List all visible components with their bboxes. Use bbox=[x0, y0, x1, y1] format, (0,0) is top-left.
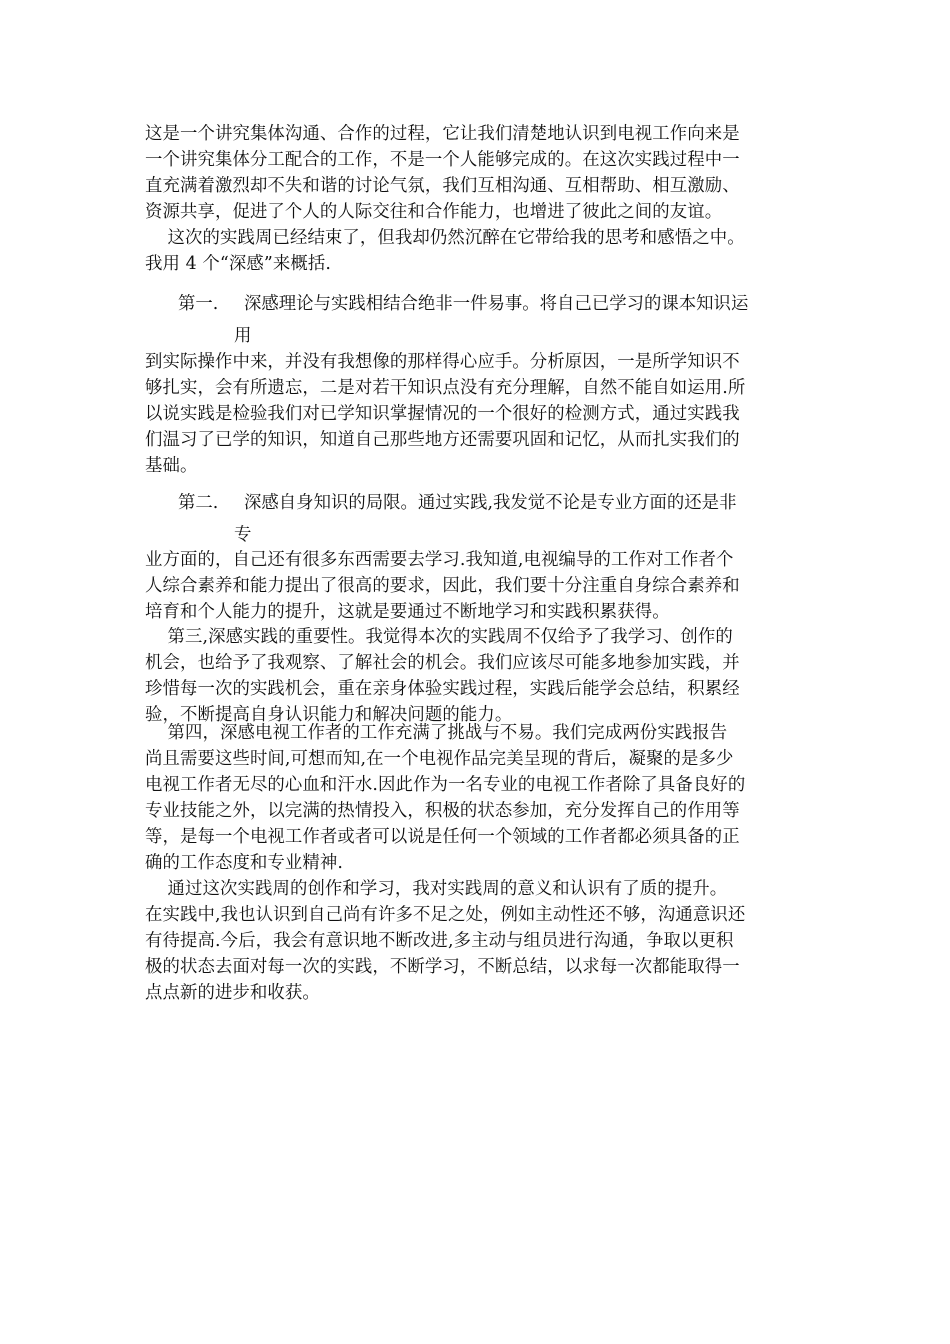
item-2-label: 第二. bbox=[178, 493, 219, 513]
paragraph-1-line: 资源共享，促进了个人的人际交往和合作能力，也增进了彼此之间的友谊。 bbox=[145, 202, 723, 222]
item-2-wrap: 专 bbox=[234, 525, 252, 545]
item-1-continuation-line: 以说实践是检验我们对已学知识掌握情况的一个很好的检测方式，通过实践我 bbox=[145, 404, 740, 424]
paragraph-5-line: 通过这次实践周的创作和学习，我对实践周的意义和认识有了质的提升。 bbox=[145, 879, 728, 899]
paragraph-4-line: 等，是每一个电视工作者或者可以说是任何一个领域的工作者都必须具备的正 bbox=[145, 827, 740, 847]
item-1-continuation-line: 够扎实，会有所遗忘，二是对若干知识点没有充分理解，自然不能自如运用.所 bbox=[145, 378, 746, 398]
paragraph-1-line: 直充满着激烈却不失和谐的讨论气氛，我们互相沟通、互相帮助、相互激励、 bbox=[145, 176, 740, 196]
paragraph-4-line: 专业技能之外，以完满的热情投入，积极的状态参加，充分发挥自己的作用等 bbox=[145, 801, 740, 821]
paragraph-1-line: 一个讲究集体分工配合的工作，不是一个人能够完成的。在这次实践过程中一 bbox=[145, 150, 740, 170]
item-1-continuation-line: 基础。 bbox=[145, 456, 198, 476]
item-1-label: 第一. bbox=[178, 294, 219, 314]
paragraph-4-line: 确的工作态度和专业精神. bbox=[145, 853, 344, 873]
item-2-text: 深感自身知识的局限。通过实践,我发觉不论是专业方面的还是非 bbox=[244, 493, 737, 513]
paragraph-3-line: 验，不断提高自身认识能力和解决问题的能力。 bbox=[145, 705, 513, 725]
paragraph-1-line: 这是一个讲究集体沟通、合作的过程，它让我们清楚地认识到电视工作向来是 bbox=[145, 124, 740, 144]
paragraph-3-line: 珍惜每一次的实践机会，重在亲身体验实践过程，实践后能学会总结，积累经 bbox=[145, 679, 740, 699]
item-2-continuation-line: 人综合素养和能力提出了很高的要求，因此，我们要十分注重自身综合素养和 bbox=[145, 576, 740, 596]
paragraph-5-line: 点点新的进步和收获。 bbox=[145, 983, 320, 1003]
paragraph-5-line: 极的状态去面对每一次的实践，不断学习，不断总结，以求每一次都能取得一 bbox=[145, 957, 740, 977]
item-2-continuation-line: 业方面的，自己还有很多东西需要去学习.我知道,电视编导的工作对工作者个 bbox=[145, 550, 734, 570]
item-1-continuation-line: 到实际操作中来，并没有我想像的那样得心应手。分析原因，一是所学知识不 bbox=[145, 352, 740, 372]
paragraph-5-line: 有待提高.今后，我会有意识地不断改进,多主动与组员进行沟通，争取以更积 bbox=[145, 931, 734, 951]
item-1-wrap: 用 bbox=[234, 326, 252, 346]
paragraph-3-line: 机会，也给予了我观察、了解社会的机会。我们应该尽可能多地参加实践，并 bbox=[145, 653, 740, 673]
paragraph-5-line: 在实践中,我也认识到自己尚有许多不足之处，例如主动性还不够，沟通意识还 bbox=[145, 905, 746, 925]
paragraph-4-line: 尚且需要这些时间,可想而知,在一个电视作品完美呈现的背后，凝聚的是多少 bbox=[145, 749, 734, 769]
paragraph-4-line: 电视工作者无尽的心血和汗水.因此作为一名专业的电视工作者除了具备良好的 bbox=[145, 775, 746, 795]
item-2-continuation-line: 培育和个人能力的提升，这就是要通过不断地学习和实践积累获得。 bbox=[145, 602, 670, 622]
paragraph-4-line: 第四，深感电视工作者的工作充满了挑战与不易。我们完成两份实践报告 bbox=[145, 723, 728, 743]
item-1-continuation-line: 们温习了已学的知识，知道自己那些地方还需要巩固和记忆，从而扎实我们的 bbox=[145, 430, 740, 450]
paragraph-3-line: 第三,深感实践的重要性。我觉得本次的实践周不仅给予了我学习、创作的 bbox=[145, 627, 733, 647]
paragraph-2-line: 这次的实践周已经结束了，但我却仍然沉醉在它带给我的思考和感悟之中。 bbox=[145, 228, 745, 248]
paragraph-2-line: 我用 4 个“深感”来概括. bbox=[145, 254, 331, 274]
item-1-text: 深感理论与实践相结合绝非一件易事。将自己已学习的课本知识运 bbox=[244, 294, 749, 314]
